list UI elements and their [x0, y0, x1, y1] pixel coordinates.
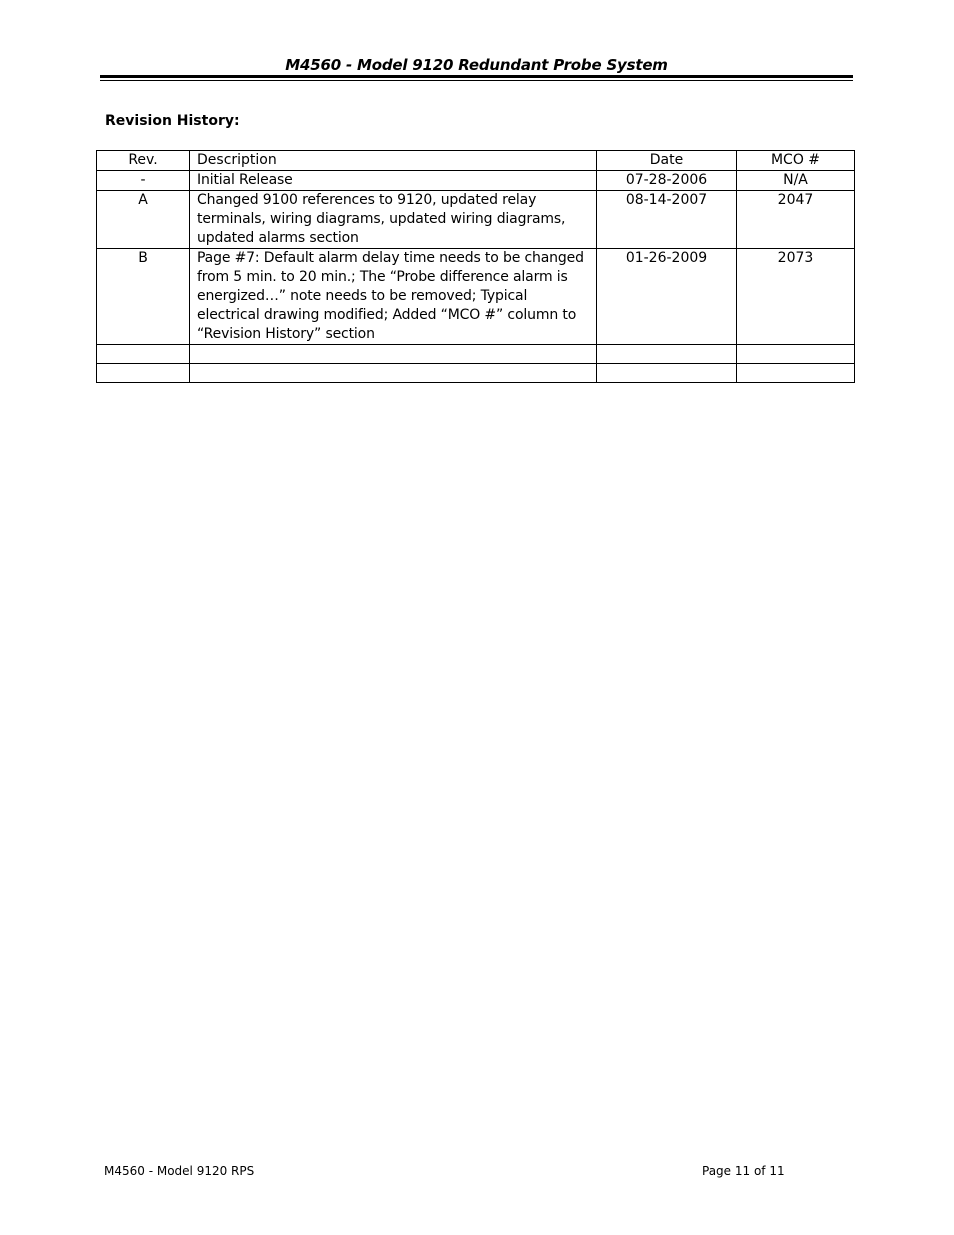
column-header-date: Date [597, 151, 737, 171]
cell-rev: B [97, 249, 190, 345]
cell-rev: - [97, 171, 190, 191]
footer-page-number: Page 11 of 11 [702, 1164, 785, 1178]
cell-empty [97, 345, 190, 364]
cell-description: Changed 9100 references to 9120, updated relay terminals, wiring diagrams, updated wiring diagrams, updated alarms section [190, 191, 597, 249]
cell-rev: A [97, 191, 190, 249]
cell-empty [597, 364, 737, 383]
table-header-row [97, 151, 855, 171]
column-header-rev: Rev. [97, 151, 190, 171]
cell-empty [737, 345, 855, 364]
cell-date: 01-26-2009 [597, 249, 737, 345]
table-row-empty [97, 364, 855, 383]
header-divider-thick [100, 75, 853, 78]
table-row-empty [97, 345, 855, 364]
cell-date: 08-14-2007 [597, 191, 737, 249]
cell-mco: N/A [737, 171, 855, 191]
cell-date: 07-28-2006 [597, 171, 737, 191]
cell-description: Page #7: Default alarm delay time needs to be changed from 5 min. to 20 min.; The “Probe difference alarm is energized…” note needs to be removed; Typical electrical drawing modified; Added “MCO #” column to “Revision History” section [190, 249, 597, 345]
table-row [97, 249, 855, 345]
column-header-mco: MCO # [737, 151, 855, 171]
footer-document-id: M4560 - Model 9120 RPS [104, 1164, 255, 1178]
revision-history-table [96, 150, 855, 383]
cell-mco: 2073 [737, 249, 855, 345]
column-header-description: Description [190, 151, 597, 171]
header-divider-thin [100, 80, 853, 81]
cell-mco: 2047 [737, 191, 855, 249]
cell-description: Initial Release [190, 171, 597, 191]
cell-empty [97, 364, 190, 383]
table-row [97, 171, 855, 191]
cell-empty [190, 345, 597, 364]
section-title: Revision History: [105, 113, 240, 129]
cell-empty [190, 364, 597, 383]
page-header-title: M4560 - Model 9120 Redundant Probe System [285, 56, 668, 74]
cell-empty [737, 364, 855, 383]
table-row [97, 191, 855, 249]
cell-empty [597, 345, 737, 364]
